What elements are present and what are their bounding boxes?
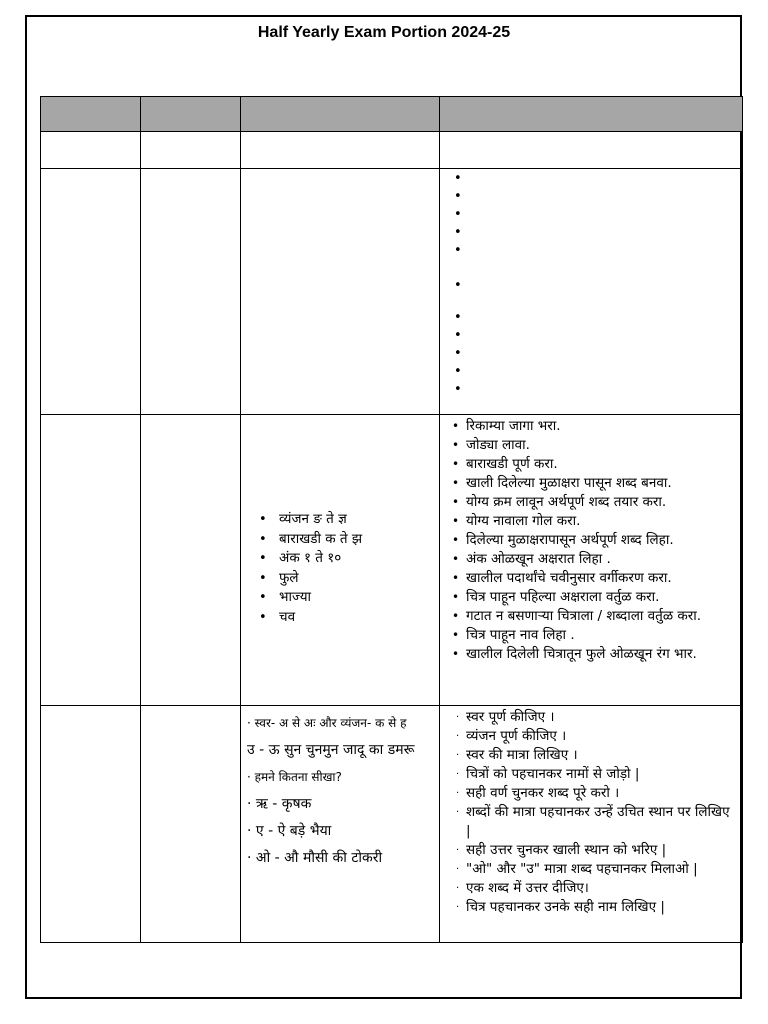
list-item: • भाज्या — [259, 588, 439, 608]
table-row — [41, 706, 743, 943]
hindi-question-list — [440, 706, 742, 917]
table-cell — [141, 415, 241, 706]
list-item: . एक शब्द में उत्तर दीजिए। — [456, 879, 736, 898]
list-item: • चित्र पाहून पहिल्या अक्षराला वर्तुळ करा. — [452, 588, 734, 607]
list-item: · ए - ऐ बड़े भैया — [247, 823, 332, 839]
list-item: . स्वर की मात्रा लिखिए । — [456, 746, 736, 765]
table-cell — [241, 415, 440, 706]
list-item: • अंक ओळखून अक्षरात लिहा . — [452, 550, 734, 569]
list-item: • अंक १ ते १० — [259, 549, 439, 569]
table-cell — [41, 415, 141, 706]
table-row — [41, 169, 743, 415]
list-item: · हमने कितना सीखा? — [247, 770, 342, 784]
marathi-topic-list — [241, 415, 439, 627]
list-item: • खालील दिलेली चित्रातून फुले ओळखून रंग भार. — [452, 645, 734, 664]
list-item: • व्यंजन ङ ते ज्ञ — [259, 510, 439, 530]
table-cell — [141, 706, 241, 943]
list-item: • रिकाम्या जागा भरा. — [452, 417, 734, 436]
table-cell — [41, 706, 141, 943]
table-cell — [440, 415, 743, 706]
table-cell — [41, 169, 141, 415]
list-item: . "ओ" और "उ" मात्रा शब्द पहचानकर मिलाओ | — [456, 860, 736, 879]
table-cell — [141, 132, 241, 169]
list-item: · स्वर- अ से अः और व्यंजन- क से ह — [247, 716, 407, 730]
list-item: . चित्र पहचानकर उनके सही नाम लिखिए | — [456, 898, 736, 917]
list-item — [454, 245, 742, 263]
list-item: • चव — [259, 608, 439, 628]
list-item: • खाली दिलेल्या मुळाक्षरा पासून शब्द बनवा. — [452, 474, 734, 493]
list-item: उ - ऊ सुन चुनमुन जादू का डमरू — [247, 742, 415, 758]
header-cell — [241, 97, 440, 132]
list-item — [454, 384, 742, 402]
list-item: . स्वर पूर्ण कीजिए । — [456, 708, 736, 727]
list-item — [454, 330, 742, 348]
list-item — [454, 280, 742, 298]
list-item: . सही उत्तर चुनकर खाली स्थान को भरिए | — [456, 841, 736, 860]
table-cell — [241, 169, 440, 415]
list-item — [454, 209, 742, 227]
list-item — [454, 227, 742, 245]
list-item: • दिलेल्या मुळाक्षरापासून अर्थपूर्ण शब्द लिहा. — [452, 531, 734, 550]
table-row — [41, 415, 743, 706]
list-item: · ऋ - कृषक — [247, 796, 312, 812]
list-item: . शब्दों की मात्रा पहचानकर उन्हें उचित स्थान पर लिखिए | — [456, 803, 736, 841]
portion-table — [40, 96, 743, 943]
list-item: • फुले — [259, 569, 439, 589]
marathi-question-list — [440, 415, 742, 664]
list-item — [454, 348, 742, 366]
table-cell — [241, 706, 440, 943]
document-title: Half Yearly Exam Portion 2024-25 — [257, 24, 511, 41]
list-item: • चित्र पाहून नाव लिहा . — [452, 626, 734, 645]
table-cell — [440, 706, 743, 943]
table-cell — [41, 132, 141, 169]
table-cell — [141, 169, 241, 415]
list-item — [454, 312, 742, 330]
list-item: • जोड्या लावा. — [452, 436, 734, 455]
table-row — [41, 132, 743, 169]
list-item: • योग्य नावाला गोल करा. — [452, 512, 734, 531]
table-cell — [440, 169, 743, 415]
list-item: • योग्य क्रम लावून अर्थपूर्ण शब्द तयार करा. — [452, 493, 734, 512]
hindi-topic-list — [241, 706, 439, 866]
header-cell — [41, 97, 141, 132]
table-header-row — [41, 97, 743, 132]
table-cell — [241, 132, 440, 169]
header-cell — [141, 97, 241, 132]
header-cell — [440, 97, 743, 132]
list-item: . चित्रों को पहचानकर नामों से जोड़ो | — [456, 765, 736, 784]
empty-bullet-list — [440, 169, 742, 402]
table-cell — [440, 132, 743, 169]
list-item: · ओ - औ मौसी की टोकरी — [247, 850, 383, 866]
list-item: . सही वर्ण चुनकर शब्द पूरे करो । — [456, 784, 736, 803]
list-item: • बाराखडी क ते झ — [259, 530, 439, 550]
list-item: • खालील पदार्थांचे चवीनुसार वर्गीकरण करा. — [452, 569, 734, 588]
list-item: • बाराखडी पूर्ण करा. — [452, 455, 734, 474]
list-item: . व्यंजन पूर्ण कीजिए । — [456, 727, 736, 746]
list-item — [454, 191, 742, 209]
list-item — [454, 173, 742, 191]
list-item — [454, 366, 742, 384]
list-item: • गटात न बसणाऱ्या चित्राला / शब्दाला वर्तुळ करा. — [452, 607, 734, 626]
